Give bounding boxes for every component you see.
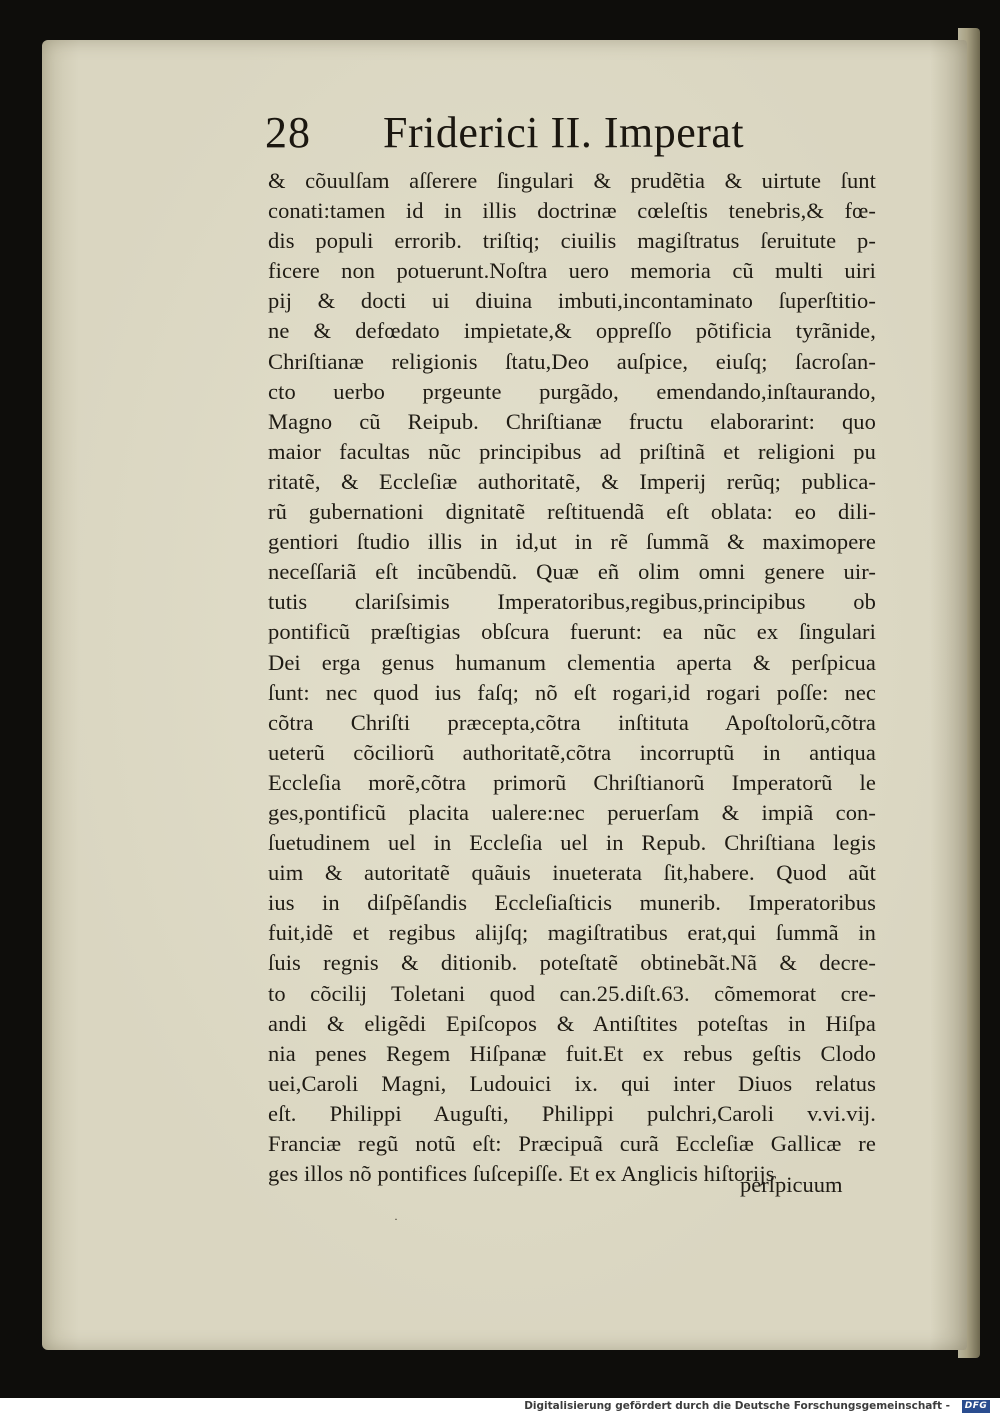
body-text bbox=[268, 166, 876, 1189]
text-line: cõtra Chriſti præcepta,cõtra inſtituta Apoſtolorũ,cõtra bbox=[268, 709, 876, 735]
text-line: Dei erga genus humanum clementia aperta & perſpicua bbox=[268, 649, 876, 675]
text-line: eſt. Philippi Auguſti, Philippi pulchri,Caroli v.vi.vij. bbox=[268, 1100, 876, 1126]
text-line: pij & docti ui diuina imbuti,incontaminato ſuperſtitio- bbox=[268, 288, 876, 314]
text-line: ſuis regnis & ditionib. poteſtatẽ obtinebãt.Nã & decre- bbox=[268, 950, 876, 976]
text-line: cto uerbo prgeunte purgãdo, emendando,inſtaurando, bbox=[268, 378, 876, 404]
text-line: ueterũ cõciliorũ authoritatẽ,cõtra incorruptũ in antiqua bbox=[268, 739, 876, 765]
text-line: to cõcilij Toletani quod can.25.diſt.63. cõmemorat cre- bbox=[268, 980, 876, 1006]
text-line: ges,pontificũ placita ualere:nec peruerſam & impiã con- bbox=[268, 799, 876, 825]
page-header bbox=[265, 107, 785, 163]
catchword: perſpicuum bbox=[740, 1172, 843, 1197]
text-line: dis populi errorib. triſtiq; ciuilis magiſtratus ſeruitute p- bbox=[268, 228, 876, 254]
text-line: uim & autoritatẽ quãuis inueterata ſit,habere. Quod aũt bbox=[268, 860, 876, 886]
text-line: ius in diſpẽſandis Eccleſiaſticis munerib. Imperatoribus bbox=[268, 890, 876, 916]
text-line: & cõuulſam aſſerere ſingulari & prudẽtia & uirtute ſunt bbox=[268, 168, 876, 193]
text-line: ſunt: nec quod ius faſq; nõ eſt rogari,id rogari poſſe: nec bbox=[268, 679, 876, 705]
dfg-logo: DFG bbox=[962, 1400, 990, 1413]
digitization-credit: Digitalisierung gefördert durch die Deutsche Forschungsgemeinschaft - bbox=[524, 1400, 950, 1412]
text-line: ges illos nõ pontifices ſuſcepiſſe. Et ex Anglicis hiſtorijs bbox=[268, 1161, 775, 1187]
text-line: rũ gubernationi dignitatẽ reſtituendã eſt oblata: eo dili- bbox=[268, 499, 876, 525]
text-line: nia penes Regem Hiſpanæ fuit.Et ex rebus geſtis Clodo bbox=[268, 1040, 876, 1066]
text-line: Franciæ regũ notũ eſt: Præcipuã curã Eccleſiæ Gallicæ re bbox=[268, 1131, 876, 1156]
text-line: ficere non potuerunt.Noſtra uero memoria cũ multi uiri bbox=[268, 258, 876, 284]
text-line: neceſſariã eſt incũbendũ. Quæ eñ olim omni genere uir- bbox=[268, 559, 876, 585]
text-line: conati:tamen id in illis doctrinæ cœleſtis tenebris,& fœ- bbox=[268, 198, 876, 224]
running-title: Friderici II. Imperat bbox=[383, 108, 745, 157]
text-line: fuit,idẽ et regibus alijſq; magiſtratibus erat,qui ſummã in bbox=[268, 920, 876, 946]
text-line: tutis clariſsimis Imperatoribus,regibus,principibus ob bbox=[268, 589, 876, 615]
text-line: Magno cũ Reipub. Chriſtianæ fructu elaborarint: quo bbox=[268, 408, 876, 434]
text-line: Chriſtianæ religionis ſtatu,Deo auſpice, eiuſq; ſacroſan- bbox=[268, 348, 876, 374]
text-line: pontificũ præſtigias obſcura fuerunt: ea nũc ex ſingulari bbox=[268, 619, 876, 645]
page-number: 28 bbox=[265, 108, 311, 157]
ink-speck: · bbox=[394, 1212, 398, 1226]
text-line: ritatẽ, & Eccleſiæ authoritatẽ, & Imperij rerũq; publica- bbox=[268, 468, 876, 494]
text-line: maior facultas nũc principibus ad priſtinã et religioni pu bbox=[268, 438, 876, 464]
text-line: ne & defœdato impietate,& oppreſſo põtificia tyrãnide, bbox=[268, 318, 876, 344]
text-line: andi & eligẽdi Epiſcopos & Antiſtites poteſtas in Hiſpa bbox=[268, 1010, 876, 1036]
text-line: ſuetudinem uel in Eccleſia uel in Repub. Chriſtiana legis bbox=[268, 830, 876, 856]
text-line: gentiori ſtudio illis in id,ut in rẽ ſummã & maximopere bbox=[268, 529, 876, 555]
text-line: Eccleſia morẽ,cõtra primorũ Chriſtianorũ Imperatorũ le bbox=[268, 769, 876, 795]
text-line: uei,Caroli Magni, Ludouici ix. qui inter Diuos relatus bbox=[268, 1070, 876, 1096]
